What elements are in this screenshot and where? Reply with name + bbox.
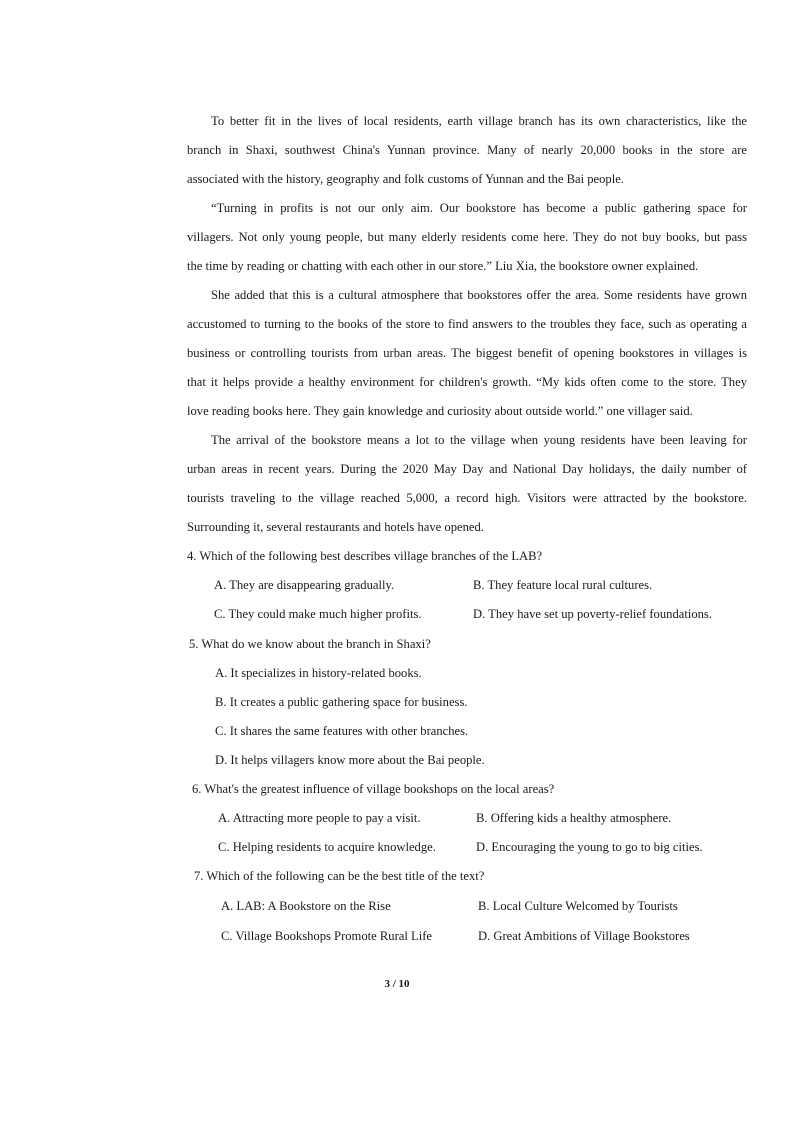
question-4-option-d[interactable]: D. They have set up poverty-relief foundations. <box>473 607 712 621</box>
text-line: associated with the history, geography and folk customs of Yunnan and the Bai people. <box>187 172 624 186</box>
page-number: 3 / 10 <box>384 978 410 990</box>
text-line: tourists traveling to the village reached 5,000, a record high. Visitors were attracted by the bookstore. <box>187 491 747 505</box>
text-line: To better fit in the lives of local residents, earth village branch has its own characteristics, like the <box>211 114 747 128</box>
question-7-option-c[interactable]: C. Village Bookshops Promote Rural Life <box>221 929 432 943</box>
text-line: urban areas in recent years. During the 2020 May Day and National Day holidays, the daily number of <box>187 462 747 476</box>
text-line: the time by reading or chatting with each other in our store.” Liu Xia, the bookstore owner explained. <box>187 259 699 273</box>
question-4-option-a[interactable]: A. They are disappearing gradually. <box>214 578 395 592</box>
question-7-option-b[interactable]: B. Local Culture Welcomed by Tourists <box>478 899 678 913</box>
question-6-option-b[interactable]: B. Offering kids a healthy atmosphere. <box>476 811 672 825</box>
text-line: She added that this is a cultural atmosphere that bookstores offer the area. Some residents have grown <box>211 288 747 302</box>
text-line: The arrival of the bookstore means a lot to the village when young residents have been leaving for <box>211 433 747 447</box>
text-line: business or controlling tourists from urban areas. The biggest benefit of opening bookstores in villages is <box>187 346 747 360</box>
question-7-option-d[interactable]: D. Great Ambitions of Village Bookstores <box>478 929 690 943</box>
passage-paragraph-1 <box>187 107 747 194</box>
text-line: “Turning in profits is not our only aim. Our bookstore has become a public gathering space for <box>211 201 747 215</box>
question-5-option-a[interactable]: A. It specializes in history-related books. <box>215 666 422 680</box>
text-line: accustomed to turning to the books of the store to find answers to the troubles they face, such as operating a <box>187 317 747 331</box>
question-7-stem: 7. Which of the following can be the best title of the text? <box>194 869 485 883</box>
text-line: villagers. Not only young people, but many elderly residents come here. They do not buy books, but pass <box>187 230 747 244</box>
question-5-option-b[interactable]: B. It creates a public gathering space for business. <box>215 695 468 709</box>
question-5-option-c[interactable]: C. It shares the same features with other branches. <box>215 724 469 738</box>
question-4-option-c[interactable]: C. They could make much higher profits. <box>214 607 422 621</box>
question-6-option-a[interactable]: A. Attracting more people to pay a visit. <box>218 811 421 825</box>
text-line: branch in Shaxi, southwest China's Yunnan province. Many of nearly 20,000 books in the store are <box>187 143 747 157</box>
question-5-option-d[interactable]: D. It helps villagers know more about the Bai people. <box>215 753 485 767</box>
question-4-stem: 4. Which of the following best describes village branches of the LAB? <box>187 549 543 563</box>
passage-paragraph-4 <box>187 426 747 542</box>
question-5-stem: 5. What do we know about the branch in Shaxi? <box>189 637 431 651</box>
text-line: Surrounding it, several restaurants and hotels have opened. <box>187 520 484 534</box>
text-line: that it helps provide a healthy environment for children's growth. “My kids often come to the store. They <box>187 375 747 389</box>
question-7-option-a[interactable]: A. LAB: A Bookstore on the Rise <box>221 899 391 913</box>
passage-paragraph-2 <box>187 194 747 281</box>
question-6-option-d[interactable]: D. Encouraging the young to go to big cities. <box>476 840 703 854</box>
question-4-option-b[interactable]: B. They feature local rural cultures. <box>473 578 653 592</box>
passage-paragraph-3 <box>187 281 747 426</box>
question-6-option-c[interactable]: C. Helping residents to acquire knowledge. <box>218 840 436 854</box>
question-6-stem: 6. What's the greatest influence of village bookshops on the local areas? <box>192 782 555 796</box>
text-line: love reading books here. They gain knowledge and curiosity about outside world.” one villager said. <box>187 404 693 418</box>
